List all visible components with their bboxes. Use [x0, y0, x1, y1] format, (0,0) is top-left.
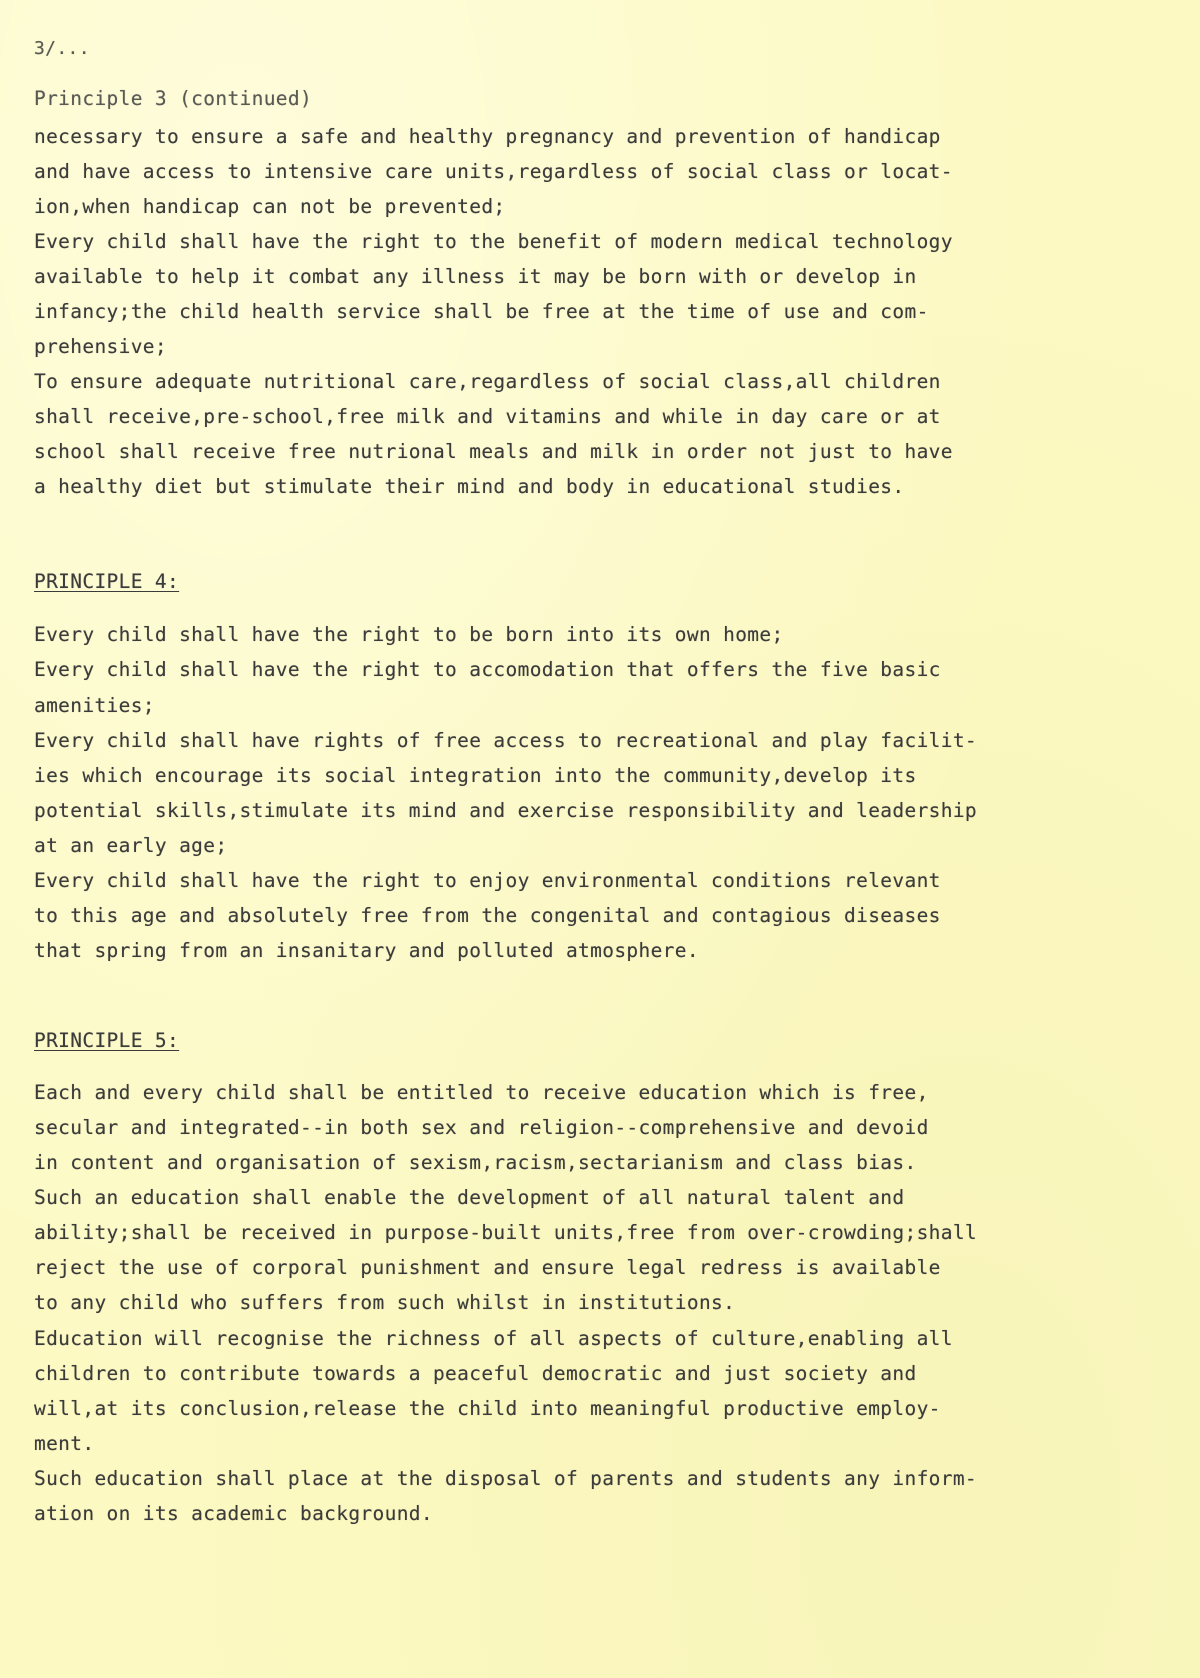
principle-5-line: Such education shall place at the disposal of parents and students any inform-: [34, 1467, 978, 1490]
principle-5-line: ation on its academic background.: [34, 1502, 433, 1525]
principle-5-line: Such an education shall enable the development of all natural talent and: [34, 1186, 905, 1209]
principle-4-line: Every child shall have the right to be born into its own home;: [34, 623, 784, 646]
principle-4-line: at an early age;: [34, 834, 228, 857]
principle-5-line: ability;shall be received in purpose-built units,free from over-crowding;shall: [34, 1221, 978, 1244]
principle-4-heading: PRINCIPLE 4:: [34, 570, 180, 593]
principle-4-line: ies which encourage its social integration into the community,develop its: [34, 764, 917, 787]
principle-5-heading: PRINCIPLE 5:: [34, 1029, 180, 1052]
principle-3-line: ion,when handicap can not be prevented;: [34, 195, 506, 218]
principle-5-line: children to contribute towards a peaceful democratic and just society and: [34, 1362, 917, 1385]
principle-5-line: reject the use of corporal punishment and ensure legal redress is available: [34, 1256, 941, 1279]
principle-3-line: shall receive,pre-school,free milk and vitamins and while in day care or at: [34, 405, 941, 428]
principle-3-line: school shall receive free nutrional meals and milk in order not just to have: [34, 440, 953, 463]
principle-5-line: Each and every child shall be entitled to receive education which is free,: [34, 1081, 929, 1104]
principle-4-line: amenities;: [34, 694, 155, 717]
principle-5-line: will,at its conclusion,release the child into meaningful productive employ-: [34, 1397, 941, 1420]
principle-4-line: to this age and absolutely free from the congenital and contagious diseases: [34, 904, 941, 927]
principle-5-line: secular and integrated--in both sex and religion--comprehensive and devoid: [34, 1116, 929, 1139]
page-reference: 3/...: [34, 38, 90, 59]
principle-3-line: necessary to ensure a safe and healthy pregnancy and prevention of handicap: [34, 125, 941, 148]
principle-3-line: infancy;the child health service shall be free at the time of use and com-: [34, 300, 929, 323]
principle-3-line: To ensure adequate nutritional care,regardless of social class,all children: [34, 370, 941, 393]
principle-3-heading: Principle 3 (continued): [34, 87, 313, 110]
principle-3-line: Every child shall have the right to the benefit of modern medical technology: [34, 230, 953, 253]
principle-4-line: Every child shall have the right to accomodation that offers the five basic: [34, 658, 941, 681]
principle-5-line: ment.: [34, 1432, 95, 1455]
principle-4-line: Every child shall have rights of free access to recreational and play facilit-: [34, 729, 978, 752]
principle-4-line: potential skills,stimulate its mind and exercise responsibility and leadership: [34, 799, 978, 822]
principle-3-line: available to help it combat any illness it may be born with or develop in: [34, 265, 917, 288]
principle-3-line: and have access to intensive care units,regardless of social class or locat-: [34, 160, 953, 183]
principle-4-line: Every child shall have the right to enjoy environmental conditions relevant: [34, 869, 941, 892]
principle-3-line: a healthy diet but stimulate their mind and body in educational studies.: [34, 475, 905, 498]
principle-5-line: to any child who suffers from such whilst in institutions.: [34, 1291, 736, 1314]
principle-5-line: in content and organisation of sexism,racism,sectarianism and class bias.: [34, 1151, 917, 1174]
principle-4-line: that spring from an insanitary and polluted atmosphere.: [34, 939, 699, 962]
principle-5-line: Education will recognise the richness of all aspects of culture,enabling all: [34, 1327, 953, 1350]
principle-3-line: prehensive;: [34, 335, 167, 358]
